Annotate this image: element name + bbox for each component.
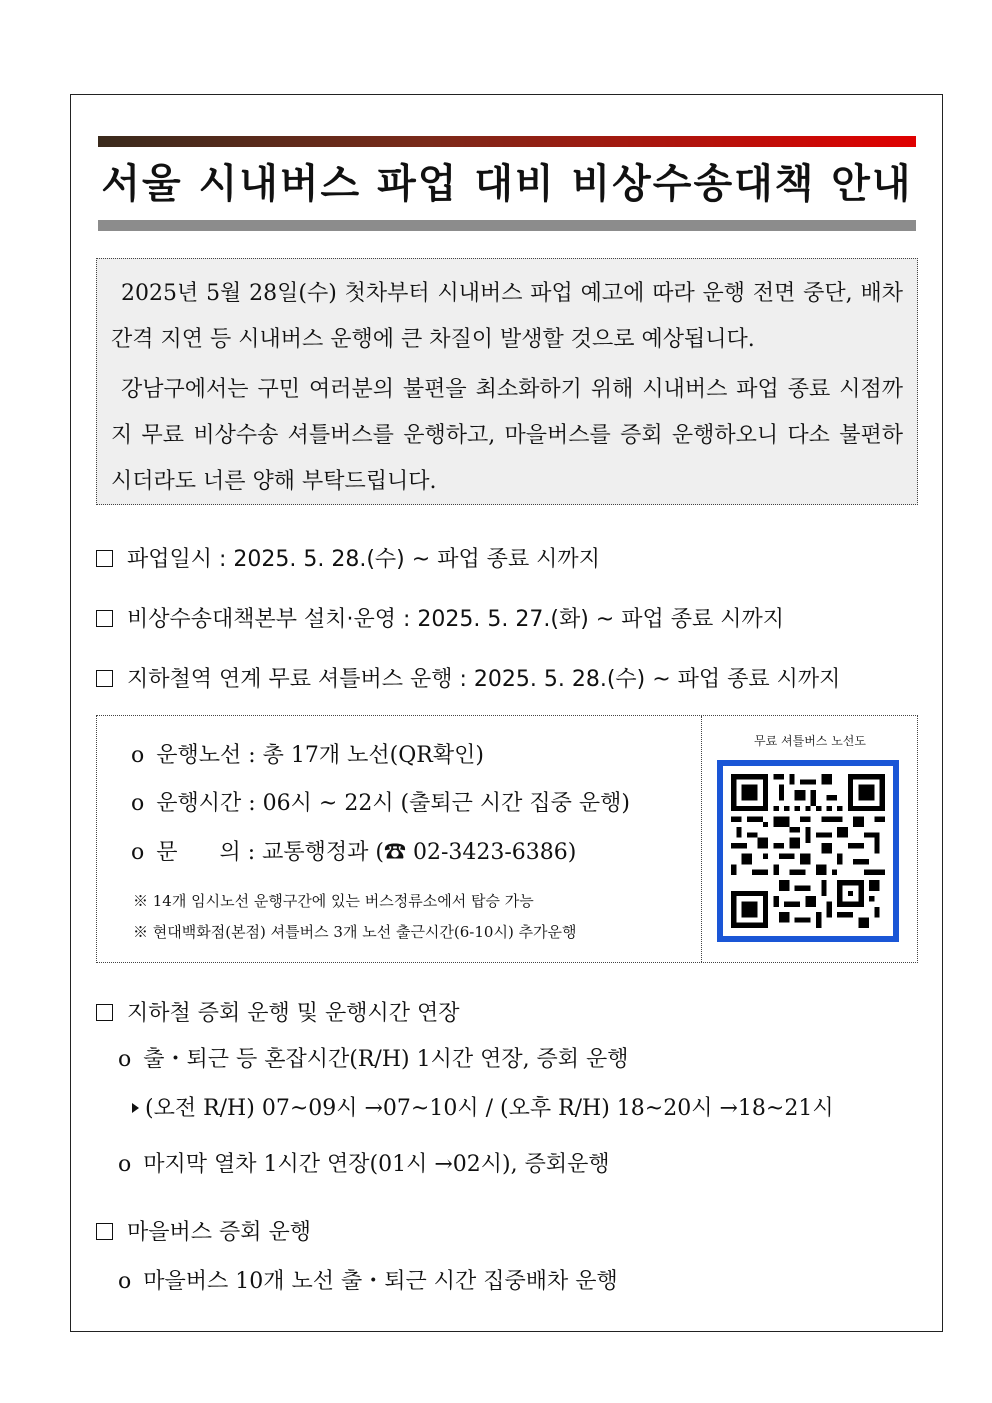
box-divider <box>701 716 702 962</box>
triangle-bullet-icon <box>132 1103 139 1113</box>
title-top-bar <box>98 136 916 147</box>
checkbox-icon <box>96 1223 113 1240</box>
shuttle-contact <box>131 838 576 868</box>
bullet-icon: o <box>131 743 145 768</box>
shuttle-route-text: 운행노선 : 총 17개 노선(QR확인) <box>156 743 484 768</box>
qr-code[interactable] <box>717 760 899 942</box>
qr-caption: 무료 셔틀버스 노선도 <box>754 734 866 748</box>
section-subway-text: 지하철 증회 운행 및 운행시간 연장 <box>127 1001 460 1026</box>
bullet-icon: o <box>118 1047 132 1072</box>
bullet-icon: o <box>118 1269 132 1294</box>
checkbox-icon <box>96 610 113 627</box>
shuttle-hours <box>131 789 630 819</box>
section-village <box>96 1218 311 1248</box>
bullet-icon: o <box>131 791 145 816</box>
contact-value: : 교통행정과 (☎ 02-3423-6386) <box>247 840 577 865</box>
shuttle-route <box>131 741 484 771</box>
section-shuttle-text: 지하철역 연계 무료 셔틀버스 운행 : 2025. 5. 28.(수) ~ 파업 종료 시까지 <box>127 667 841 692</box>
subway-item-1 <box>118 1045 629 1075</box>
title-bottom-bar <box>98 220 916 231</box>
section-village-text: 마을버스 증회 운행 <box>127 1220 312 1245</box>
bullet-icon: o <box>131 840 145 865</box>
section-hq <box>96 605 784 635</box>
village-item-1-text: 마을버스 10개 노선 출・퇴근 시간 집중배차 운행 <box>143 1269 618 1294</box>
section-hq-text: 비상수송대책본부 설치·운영 : 2025. 5. 27.(화) ~ 파업 종료 시까지 <box>127 607 784 632</box>
village-item-1 <box>118 1267 618 1297</box>
subway-item-2-text: 마지막 열차 1시간 연장(01시 →02시), 증회운행 <box>143 1152 610 1177</box>
checkbox-icon <box>96 550 113 567</box>
intro-box <box>96 258 918 505</box>
shuttle-note-2: ※ 현대백화점(본점) 셔틀버스 3개 노선 출근시간(6-10시) 추가운행 <box>133 923 577 941</box>
subway-item-1-detail <box>132 1094 834 1124</box>
checkbox-icon <box>96 670 113 687</box>
qr-code-icon <box>731 774 885 928</box>
shuttle-note-1: ※ 14개 임시노선 운행구간에 있는 버스정류소에서 탑승 가능 <box>133 892 534 910</box>
shuttle-hours-text: 운행시간 : 06시 ~ 22시 (출퇴근 시간 집중 운행) <box>156 791 630 816</box>
intro-paragraph-1: 2025년 5월 28일(수) 첫차부터 시내버스 파업 예고에 따라 운행 전면 중단, 배차간격 지연 등 시내버스 운행에 큰 차질이 발생할 것으로 예상됩니다. <box>111 281 903 352</box>
section-strike-date-text: 파업일시 : 2025. 5. 28.(수) ~ 파업 종료 시까지 <box>127 547 600 572</box>
subway-item-1-text: 출・퇴근 등 혼잡시간(R/H) 1시간 연장, 증회 운행 <box>143 1047 629 1072</box>
checkbox-icon <box>96 1004 113 1021</box>
contact-label: 문 의 <box>156 840 241 865</box>
section-subway <box>96 999 460 1029</box>
intro-paragraph-2: 강남구에서는 구민 여러분의 불편을 최소화하기 위해 시내버스 파업 종료 시점까지 무료 비상수송 셔틀버스를 운행하고, 마을버스를 증회 운행하오니 다소 불편하시더라도 너른 양해 부탁드립니다. <box>111 377 903 494</box>
page-title: 서울 시내버스 파업 대비 비상수송대책 안내 <box>101 161 913 207</box>
section-shuttle <box>96 665 840 695</box>
subway-item-2 <box>118 1150 610 1180</box>
section-strike-date <box>96 545 600 575</box>
subway-item-1-detail-text: (오전 R/H) 07~09시 →07~10시 / (오후 R/H) 18~20시 →18~21시 <box>145 1096 834 1121</box>
shuttle-info-box <box>96 715 918 963</box>
bullet-icon: o <box>118 1152 132 1177</box>
